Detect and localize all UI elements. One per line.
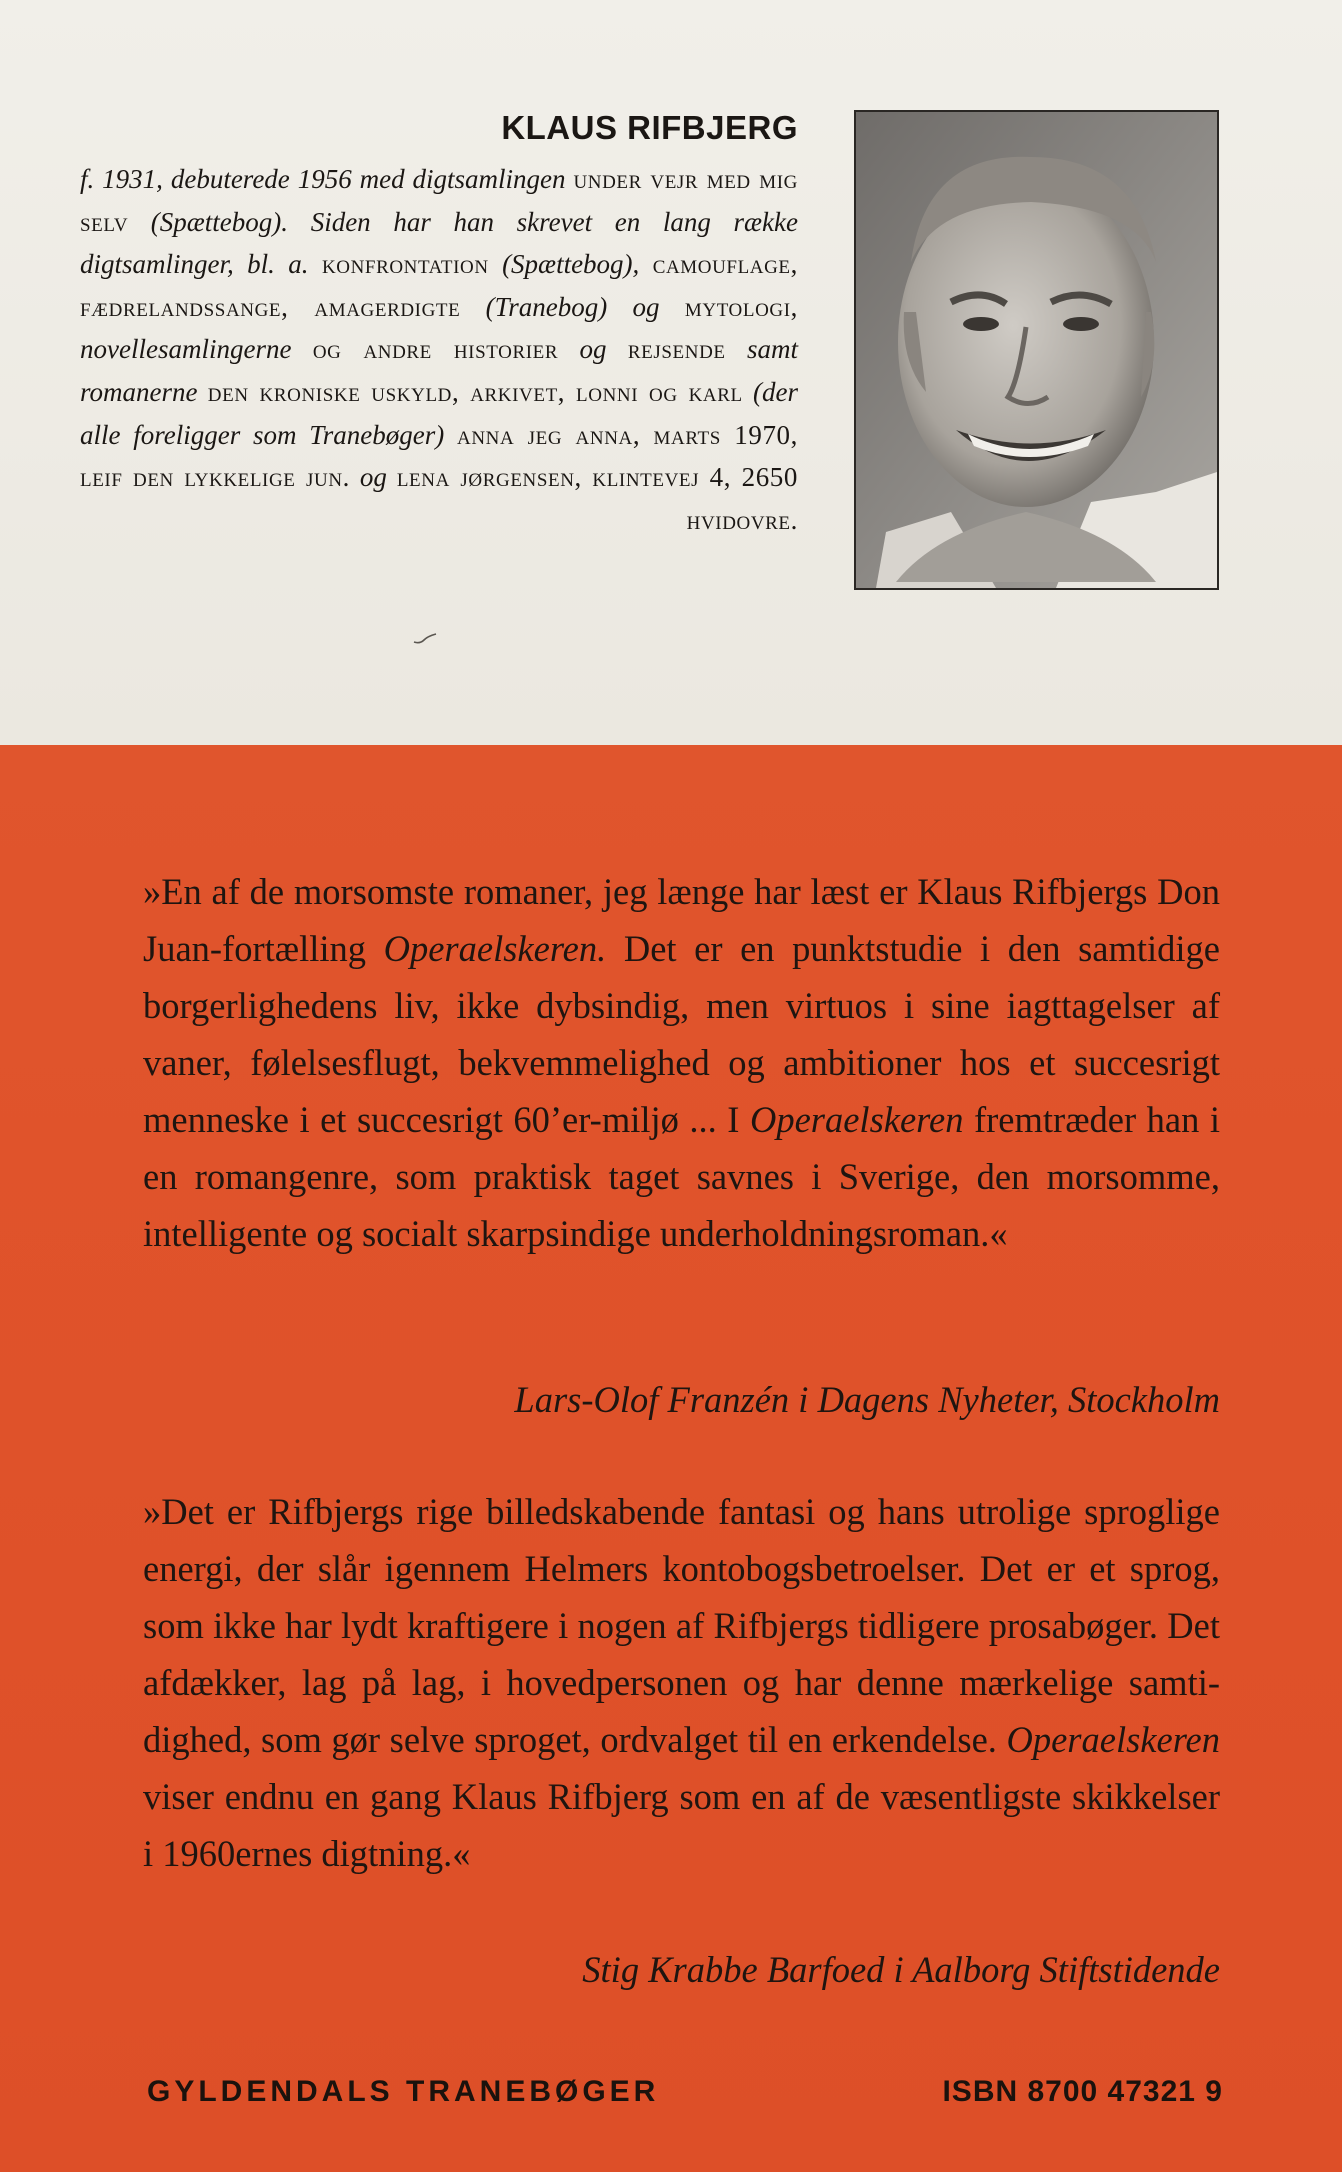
text-segment: konfrontation [321,249,489,280]
review-quote-1 [143,863,1220,1262]
text-segment: viser endnu en gang Klaus Rifbjerg som en af de væsentligste skikkelser i 1960ernes digtning.« [143,1776,1220,1874]
review-attribution-2: Stig Krabbe Barfoed i Aalborg Stiftstidende [582,1949,1220,1990]
author-portrait-photo [854,110,1219,590]
text-segment: Operaelskeren. [383,928,607,969]
text-segment: samt romanerne [80,334,798,407]
text-segment: f. 1931, debuterede 1956 med digtsamlingen [80,164,574,194]
text-segment: camouflage, fædrelandssange, amagerdigte [80,249,798,322]
text-segment: »En af de morsomste romaner, jeg længe har læst er Klaus Rifbjergs Don Juan-fortælling [143,871,1220,969]
text-segment: Operaelskeren [1006,1719,1220,1760]
text-segment: Operaelskeren [749,1099,964,1140]
text-segment: (Spættebog), [488,249,653,280]
review-attribution-1: Lars-Olof Franzén i Dagens Nyheter, Stockholm [514,1379,1220,1420]
text-segment: den kroniske uskyld, arkivet, lonni og karl [207,376,743,407]
isbn-number: ISBN 8700 47321 9 [942,2075,1223,2108]
text-segment: under vejr med mig selv [80,164,798,237]
text-segment: og andre historier [312,334,559,365]
text-segment: novellesamlingerne [80,334,313,365]
text-segment: (Spættebog). Siden har han skrevet en lang række digtsamlinger, bl. a. [80,206,798,280]
text-segment: »Det er Rifbjergs rige billedskabende fantasi og hans utrolige sproglige energi, der slår igennem Helmers kontobogsbetroelser. Det er et sprog, som ikke har lydt kraftigere i nogen af Rifbjergs tidligere prosabøger. Det afdækker, lag på lag, i hovedpersonen og har denne mærkelige samtidighed, som gør selve sproget, ordvalget til en erkendelse. [143,1491,1220,1760]
author-name: KLAUS RIFBJERG [501,109,798,146]
text-segment: fremtræder han i en romangenre, som praktisk taget savnes i Sverige, den morsomme, intelligente og socialt skarpsindige underholdningsroman.« [143,1099,1220,1254]
text-segment: mytologi, [684,291,798,322]
author-bio-block [80,108,798,541]
publisher-series: GYLDENDALS TRANEBØGER [147,2075,660,2108]
author-bio-text [80,158,798,541]
text-segment: Det er en punktstudie i den samtidige borgerlighedens liv, ikke dybsindig, men virtuos i sine iagttagelser af vaner, følelsesflugt, bekvemmelighed og ambitioner hos et succesrigt menneske i et succesrigt 60’er-miljø ... I [143,928,1221,1140]
author-section [0,0,1342,745]
review-section [0,745,1342,2172]
text-segment: (der alle foreligger som Tranebøger) [80,376,799,450]
text-segment: lena jørgensen, klintevej 4, 2650 hvidovre. [396,462,798,535]
text-segment: (Tranebog) og [460,291,685,322]
text-segment: rejsende [627,334,726,365]
text-segment: og [558,334,628,365]
pen-mark [412,632,440,646]
text-segment: anna jeg anna, marts 1970, leif den lykkelige jun. [80,419,798,493]
review-quote-2 [143,1483,1220,1882]
text-segment: og [350,462,397,493]
